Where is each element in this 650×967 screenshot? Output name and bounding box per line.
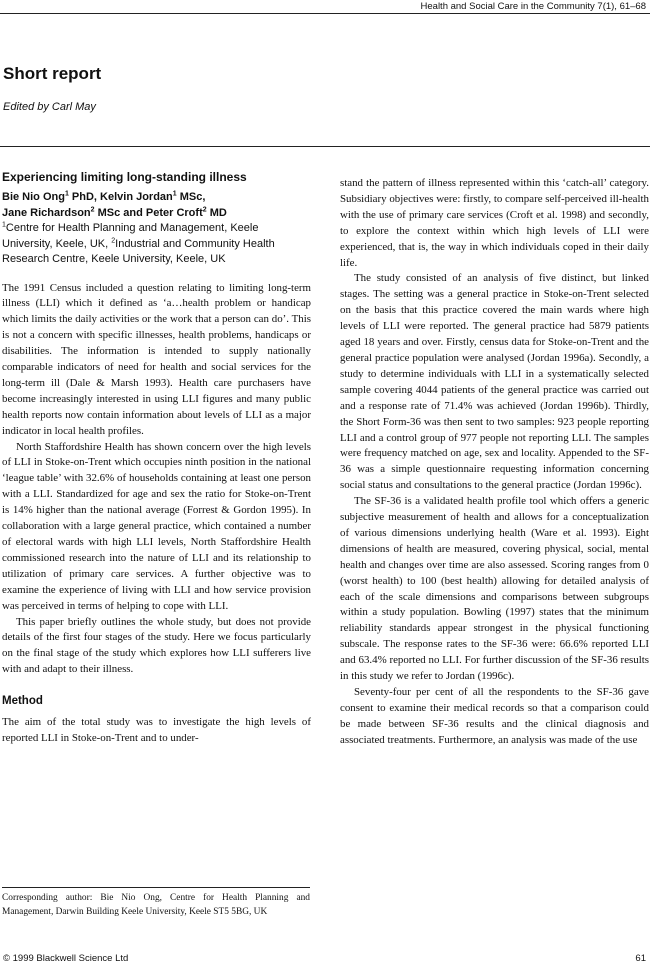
paragraph-objectives: stand the pattern of illness represented within this ‘catch-all’ category. Subsidiary objectives were: firstly, to compare self-perceived ill-health with the use of primary care services (Croft et al. 1998) and secondly, to explore the context within which high levels of LLI were experienced, that is, the way in which individuals coped in their daily life. [340,177,649,269]
copyright: © 1999 Blackwell Science Ltd [3,953,129,964]
corresponding-author-footnote: Corresponding author: Bie Nio Ong, Centre for Health Planning and Management, Darwin Building Keele University, Keele ST5 5BG, UK [2,893,310,917]
method-heading: Method [2,695,43,708]
section-rule [0,146,650,147]
article-title: Experiencing limiting long-standing illness [2,170,247,184]
paragraph-stages: The study consisted of an analysis of five distinct, but linked stages. The setting was a general practice in Stoke-on-Trent selected on the basis that this practice covered the main wards where high levels of LLI were reported. The general practice had 5879 patients aged 18 years and over. Firstly, census data for Stoke-on-Trent and the general practice population were analysed (Jordan 1996a). Secondly, a study to determine individuals with LLI in a systematically selected sample covering 4044 patients of the general practice was carried out and a response rate of 71.4% was achieved (Jordan 1996b). Thirdly, the Short Form-36 was then sent to two samples: 923 people reporting LLI and a control group of 977 people not reporting LLI. The samples were frequency matched on age, sex and locality. Appended to the SF-36 was a simple questionnaire requesting information concerning social status and consultations to the general practice (Jordan 1996c). [340,272,649,492]
header-rule [0,13,650,14]
paragraph-sf36: The SF-36 is a validated health profile tool which offers a generic subjective measurement of health and allows for a conceptualization of various dimensions underlying health (Ware et al. 1993). Eight dimensions of health are measured, covering physical, social, mental health and changes over time are also assessed. Scoring ranges from 0 (worst health) to 100 (best health) allowing for detailed analysis of each of the scale dimensions and comparisons between subgroups within a study population. Bowling (1997) states that the minimum reliability standards appear strongest in the physical functioning subscale. The response rates to the SF-36 were: 66.6% reported LLI and 63.4% reported no LLI. For further discussion of the SF-36 results in this study we refer to Jordan (1996c). [340,495,649,683]
section-title: Short report [3,64,102,83]
page-number: 61 [635,953,646,964]
running-header [0,0,650,14]
left-column [2,170,311,747]
paragraph-intro: The 1991 Census included a question relating to limiting long-term illness (LLI) which it defined as ‘a…health problem or handicap which limits the daily activities or the work that a person can do’. This is not a concern with specific illnesses, health problems, handicaps or disabilities. The information is intended to supply nationally comparable indicators of need for health and social services for the long-term ill (Dale & Marsh 1993). Health care purchasers have become increasingly interested in using LLI figures and many public health reports now contain information about levels of LLI as a major indicator in local health profiles. [2,281,311,437]
paragraph-overview: This paper briefly outlines the whole study, but does not provide details of the first four stages of the study. Here we focus particularly on the final stage of the study which explores how LLI sufferers live with and adapt to their illness. [2,615,311,676]
affiliations: $^1$Centre for Health Planning and Management, Keele University, Keele, UK, $^2$Industrial and Community Health Research Centre, Keele University, Keele, UK [2,221,275,265]
paragraph-consent: Seventy-four per cent of all the respondents to the SF-36 gave consent to examine their medical records so that a comparison could be made between SF-36 results and the clinical diagnosis and associated treatments. Furthermore, an analysis was made of the use [340,686,649,746]
right-column [340,176,649,749]
section-editor: Edited by Carl May [3,101,96,113]
paragraph-staffordshire: North Staffordshire Health has shown concern over the high levels of LLI in Stoke-on-Trent which occupies ninth position in the national ‘league table’ with 32.6% of households containing at least one person with a LLI. Standardized for age and sex the ratio for Stoke-on-Trent is 14% higher than the national average (Forrest & Gordon 1995). In collaboration with a large general practice, which contained a number of electoral wards with high LLI levels, North Staffordshire Health commissioned research into the nature of LLI and its relationship to utilization of primary care services. A further objective was to examine the experience of living with LLI and how service provision was perceived in terms of helping to cope with LLI. [2,440,311,612]
authors: Bie Nio Ong$^1$ PhD, Kelvin Jordan$^1$ MSc, Jane Richardson$^2$ MSc and Peter Croft$^2$ MD [2,190,227,219]
journal-citation: Health and Social Care in the Community 7(1), 61–68 [420,1,646,12]
footnote-rule [2,887,310,888]
paragraph-method-aim: The aim of the total study was to investigate the high levels of reported LLI in Stoke-on-Trent and to under- [2,716,311,745]
